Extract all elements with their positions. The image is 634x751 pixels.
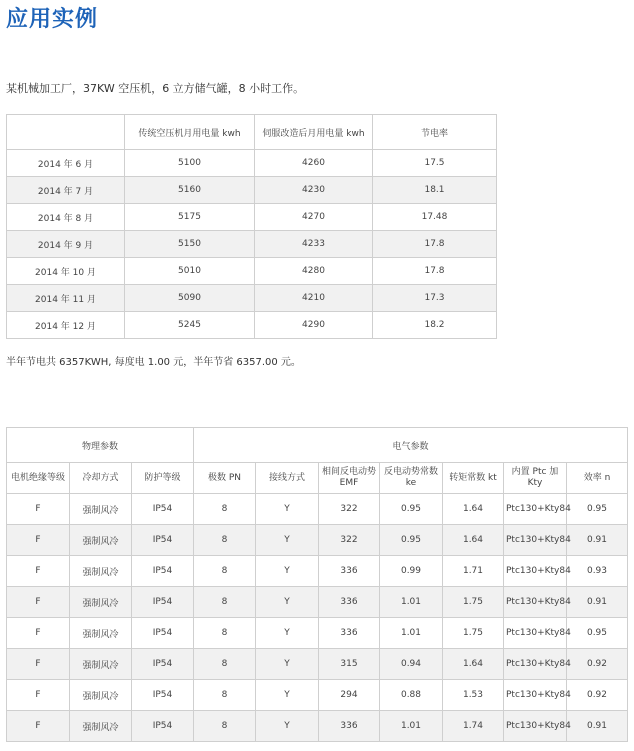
table-cell: 322 [319, 525, 380, 556]
table-cell: 0.99 [380, 556, 443, 587]
table-cell: 0.95 [567, 494, 628, 525]
table-cell: 1.71 [443, 556, 504, 587]
table-row [7, 587, 628, 618]
table-cell: 0.88 [380, 680, 443, 711]
electrical-params-group: 电气参数 [194, 428, 628, 463]
table-cell: 0.91 [567, 587, 628, 618]
table-row [7, 618, 628, 649]
table-cell: 4230 [255, 177, 373, 204]
table-cell: 4210 [255, 285, 373, 312]
table-cell: Y [256, 556, 319, 587]
summary-text: 半年节电共 6357KWH, 每度电 1.00 元，半年节省 6357.00 元。 [6, 357, 301, 368]
table-cell: Y [256, 587, 319, 618]
table-cell: 强制风冷 [70, 556, 132, 587]
table-cell: IP54 [132, 680, 194, 711]
params-header-cell: 冷却方式 [70, 463, 132, 494]
params-header-cell: 接线方式 [256, 463, 319, 494]
table-cell: 0.95 [380, 494, 443, 525]
table-cell: F [7, 680, 70, 711]
motor-parameters-table [6, 427, 628, 742]
table-cell: 2014 年 11 月 [7, 285, 125, 312]
table-cell: 2014 年 10 月 [7, 258, 125, 285]
table-row [7, 231, 497, 258]
energy-header-cell [7, 115, 125, 150]
table-cell: Ptc130+Kty84 [504, 618, 567, 649]
table-cell: 4270 [255, 204, 373, 231]
table-cell: 1.01 [380, 618, 443, 649]
table-cell: F [7, 711, 70, 742]
energy-header-cell: 伺服改造后月用电量 kwh [255, 115, 373, 150]
table-cell: 8 [194, 711, 256, 742]
table-row [7, 177, 497, 204]
energy-table-header [7, 115, 497, 150]
table-cell: Ptc130+Kty84 [504, 649, 567, 680]
table-cell: 1.64 [443, 494, 504, 525]
table-cell: 1.74 [443, 711, 504, 742]
table-cell: 0.91 [567, 525, 628, 556]
table-cell: 336 [319, 711, 380, 742]
table-row [7, 556, 628, 587]
params-header-cell: 效率 n [567, 463, 628, 494]
table-cell: 5010 [125, 258, 255, 285]
table-cell: IP54 [132, 494, 194, 525]
table-cell: IP54 [132, 649, 194, 680]
energy-table-body [7, 150, 497, 339]
table-cell: 2014 年 8 月 [7, 204, 125, 231]
table-cell: 17.8 [373, 258, 497, 285]
table-cell: 8 [194, 680, 256, 711]
params-header-cell: 电机绝缘等级 [7, 463, 70, 494]
table-cell: Y [256, 494, 319, 525]
table-cell: 强制风冷 [70, 618, 132, 649]
table-cell: 17.48 [373, 204, 497, 231]
table-row [7, 649, 628, 680]
table-cell: Ptc130+Kty84 [504, 556, 567, 587]
energy-savings-table [6, 114, 497, 339]
table-cell: Y [256, 525, 319, 556]
table-cell: Ptc130+Kty84 [504, 711, 567, 742]
params-table-header [7, 428, 628, 494]
table-cell: F [7, 587, 70, 618]
table-cell: 强制风冷 [70, 587, 132, 618]
table-cell: 5100 [125, 150, 255, 177]
table-cell: F [7, 649, 70, 680]
table-row [7, 258, 497, 285]
params-table-body [7, 494, 628, 742]
table-cell: 322 [319, 494, 380, 525]
table-cell: Y [256, 711, 319, 742]
table-cell: 2014 年 9 月 [7, 231, 125, 258]
table-cell: Ptc130+Kty84 [504, 494, 567, 525]
physical-params-group: 物理参数 [7, 428, 194, 463]
table-cell: IP54 [132, 525, 194, 556]
table-cell: 17.5 [373, 150, 497, 177]
params-header-cell: 极数 PN [194, 463, 256, 494]
table-cell: 1.01 [380, 587, 443, 618]
table-cell: 17.8 [373, 231, 497, 258]
table-cell: 1.75 [443, 587, 504, 618]
table-cell: 0.92 [567, 680, 628, 711]
table-cell: 1.64 [443, 525, 504, 556]
table-cell: 强制风冷 [70, 494, 132, 525]
table-cell: 4280 [255, 258, 373, 285]
table-cell: 336 [319, 556, 380, 587]
table-cell: 4290 [255, 312, 373, 339]
table-cell: Y [256, 649, 319, 680]
table-cell: 5150 [125, 231, 255, 258]
table-cell: 0.91 [567, 711, 628, 742]
table-cell: 2014 年 7 月 [7, 177, 125, 204]
table-cell: 5245 [125, 312, 255, 339]
table-cell: 5175 [125, 204, 255, 231]
table-cell: Ptc130+Kty84 [504, 525, 567, 556]
table-cell: 0.94 [380, 649, 443, 680]
table-cell: 18.2 [373, 312, 497, 339]
intro-text: 某机械加工厂，37KW 空压机，6 立方储气罐，8 小时工作。 [6, 82, 305, 95]
table-cell: 336 [319, 587, 380, 618]
table-row [7, 711, 628, 742]
table-cell: 5160 [125, 177, 255, 204]
table-row [7, 204, 497, 231]
table-cell: 8 [194, 525, 256, 556]
table-cell: 强制风冷 [70, 525, 132, 556]
table-cell: F [7, 556, 70, 587]
table-row [7, 494, 628, 525]
table-cell: 4233 [255, 231, 373, 258]
table-cell: 2014 年 6 月 [7, 150, 125, 177]
table-cell: F [7, 618, 70, 649]
table-cell: Ptc130+Kty84 [504, 587, 567, 618]
table-cell: 8 [194, 618, 256, 649]
table-row [7, 525, 628, 556]
table-cell: 0.93 [567, 556, 628, 587]
table-row [7, 680, 628, 711]
table-cell: 8 [194, 556, 256, 587]
energy-header-cell: 传统空压机月用电量 kwh [125, 115, 255, 150]
table-row [7, 150, 497, 177]
table-cell: 315 [319, 649, 380, 680]
table-cell: IP54 [132, 587, 194, 618]
params-header-cell: 反电动势常数 ke [380, 463, 443, 494]
table-cell: 17.3 [373, 285, 497, 312]
table-cell: Ptc130+Kty84 [504, 680, 567, 711]
table-cell: 336 [319, 618, 380, 649]
table-cell: 1.53 [443, 680, 504, 711]
table-cell: F [7, 494, 70, 525]
table-cell: IP54 [132, 711, 194, 742]
table-cell: 1.75 [443, 618, 504, 649]
table-cell: IP54 [132, 556, 194, 587]
table-cell: IP54 [132, 618, 194, 649]
table-row [7, 312, 497, 339]
table-cell: 1.64 [443, 649, 504, 680]
table-cell: 0.95 [380, 525, 443, 556]
params-header-cell: 防护等级 [132, 463, 194, 494]
table-cell: 8 [194, 587, 256, 618]
energy-header-cell: 节电率 [373, 115, 497, 150]
table-cell: 0.95 [567, 618, 628, 649]
table-cell: 1.01 [380, 711, 443, 742]
params-header-cell: 内置 Ptc 加 Kty [504, 463, 567, 494]
params-header-cell: 相间反电动势 EMF [319, 463, 380, 494]
table-row [7, 285, 497, 312]
table-cell: Y [256, 680, 319, 711]
table-cell: 294 [319, 680, 380, 711]
table-cell: 强制风冷 [70, 711, 132, 742]
table-cell: 0.92 [567, 649, 628, 680]
page-title: 应用实例 [6, 7, 99, 32]
params-header-cell: 转矩常数 kt [443, 463, 504, 494]
table-cell: 8 [194, 494, 256, 525]
table-cell: 18.1 [373, 177, 497, 204]
table-cell: Y [256, 618, 319, 649]
table-cell: 强制风冷 [70, 680, 132, 711]
table-cell: F [7, 525, 70, 556]
table-cell: 强制风冷 [70, 649, 132, 680]
table-cell: 2014 年 12 月 [7, 312, 125, 339]
table-cell: 8 [194, 649, 256, 680]
table-cell: 4260 [255, 150, 373, 177]
table-cell: 5090 [125, 285, 255, 312]
